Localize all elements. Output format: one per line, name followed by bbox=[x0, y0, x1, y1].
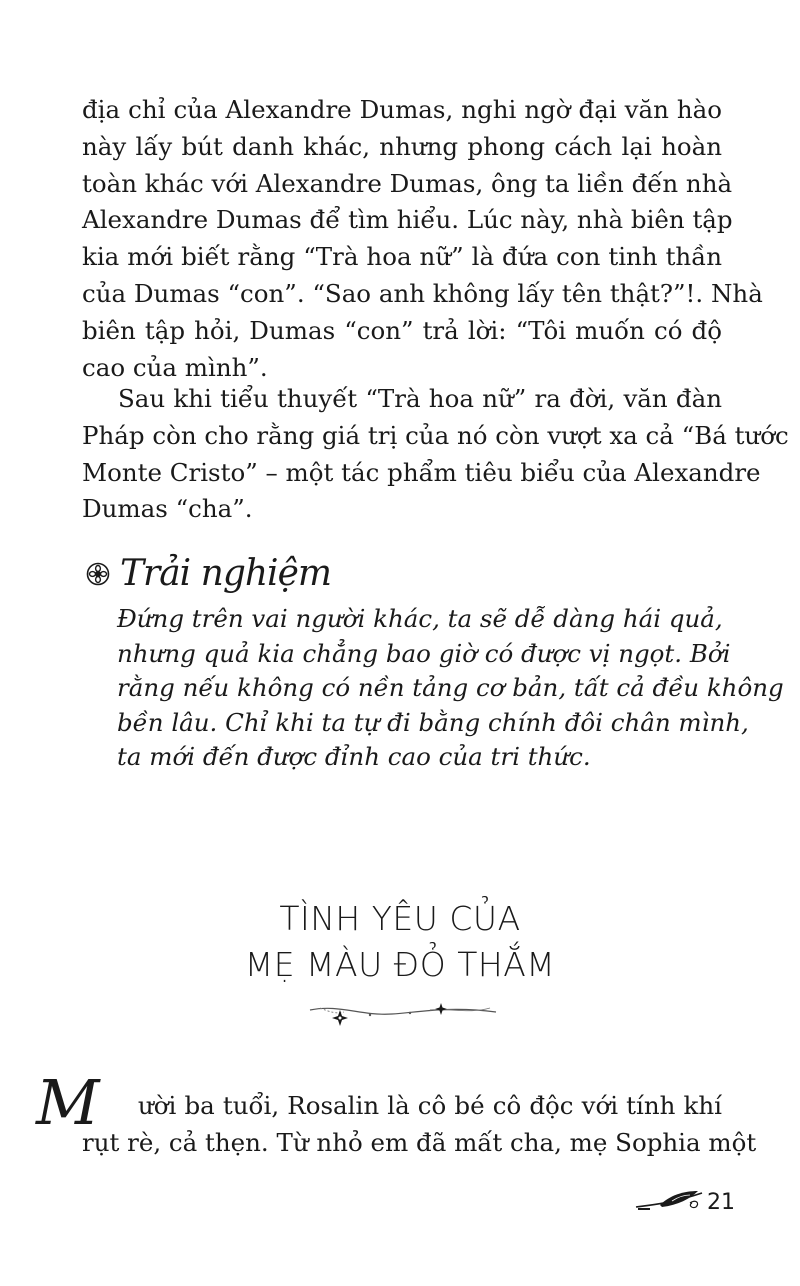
section-title-line2: MẸ MÀU ĐỎ THẮM bbox=[244, 945, 556, 984]
drop-cap: M bbox=[36, 1066, 100, 1139]
quote-line: bền lâu. Chỉ khi ta tự đi bằng chính đôi chân mình, bbox=[117, 707, 749, 737]
text-line: này lấy bút danh khác, nhưng phong cách lại hoàn bbox=[82, 131, 722, 161]
text-line: Dumas “cha”. bbox=[82, 494, 253, 524]
text-line: Alexandre Dumas để tìm hiểu. Lúc này, nhà biên tập bbox=[82, 205, 733, 235]
experience-heading bbox=[86, 548, 486, 608]
page-number: 21 bbox=[707, 1190, 735, 1215]
flower-bullet-icon bbox=[86, 562, 110, 586]
text-line: rụt rè, cả thẹn. Từ nhỏ em đã mất cha, mẹ Sophia một bbox=[82, 1127, 757, 1157]
flourish-divider-icon bbox=[300, 996, 500, 1032]
experience-title: Trải nghiệm bbox=[120, 553, 332, 594]
feather-quill-icon bbox=[632, 1185, 710, 1215]
quote-line: rằng nếu không có nền tảng cơ bản, tất cả đều không bbox=[117, 673, 784, 703]
section-title bbox=[0, 898, 800, 986]
text-line: địa chỉ của Alexandre Dumas, nghi ngờ đại văn hào bbox=[82, 95, 722, 124]
paragraph-novel-value bbox=[82, 381, 789, 528]
text-line: Pháp còn cho rằng giá trị của nó còn vượt xa cả “Bá tước bbox=[82, 420, 789, 450]
text-line: kia mới biết rằng “Trà hoa nữ” là đứa con tinh thần bbox=[82, 242, 722, 272]
paragraph-dumas-pen-name bbox=[82, 92, 763, 386]
text-line: cao của mình”. bbox=[82, 352, 268, 382]
section-title-line1: TÌNH YÊU CỦA bbox=[279, 899, 521, 938]
quote-line: Đứng trên vai người khác, ta sẽ dễ dàng hái quả, bbox=[117, 604, 723, 633]
text-line: của Dumas “con”. “Sao anh không lấy tên thật?”!. Nhà bbox=[82, 278, 763, 308]
text-line: Monte Cristo” – một tác phẩm tiêu biểu của Alexandre bbox=[82, 457, 761, 487]
experience-quote bbox=[117, 602, 784, 775]
story-opening-paragraph bbox=[82, 1088, 757, 1162]
text-line: Sau khi tiểu thuyết “Trà hoa nữ” ra đời, văn đàn bbox=[118, 384, 722, 413]
text-line: ười ba tuổi, Rosalin là cô bé cô độc với tính khí bbox=[138, 1091, 722, 1120]
text-line: biên tập hỏi, Dumas “con” trả lời: “Tôi muốn có độ bbox=[82, 315, 722, 345]
text-line: toàn khác với Alexandre Dumas, ông ta liền đến nhà bbox=[82, 168, 733, 198]
quote-line: nhưng quả kia chẳng bao giờ có được vị ngọt. Bởi bbox=[117, 638, 731, 668]
quote-line: ta mới đến được đỉnh cao của tri thức. bbox=[117, 742, 591, 772]
